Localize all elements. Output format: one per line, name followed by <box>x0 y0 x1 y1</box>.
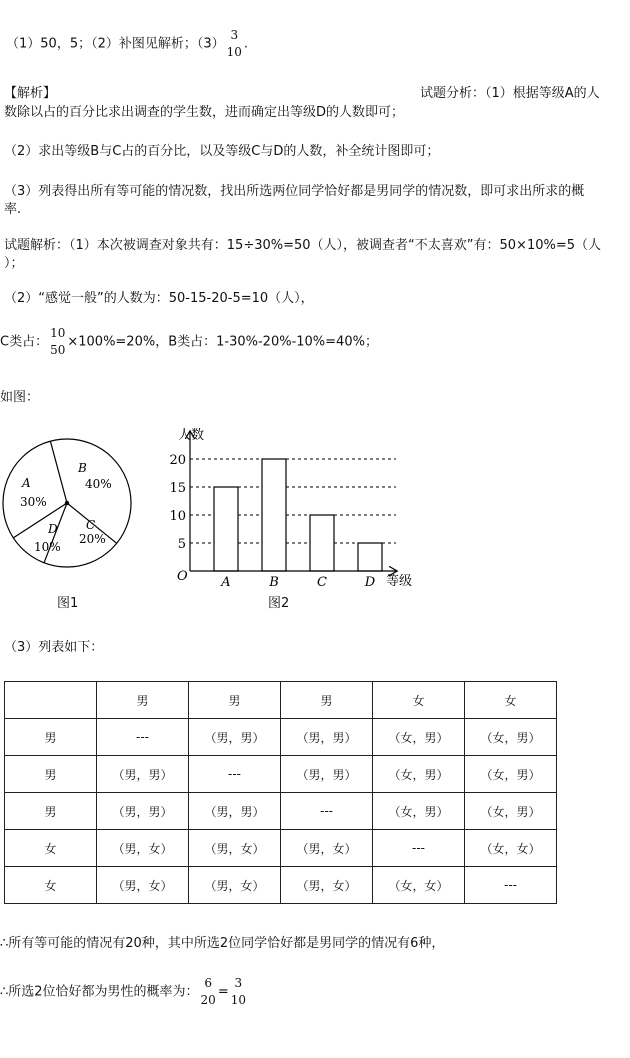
figure-intro: 如图： <box>0 390 40 405</box>
fraction-numerator: 3 <box>234 976 243 990</box>
table-row <box>5 867 557 904</box>
pie-value-d: 10% <box>34 540 61 554</box>
table-row <box>5 719 557 756</box>
table-cell: （女，女） <box>373 867 465 904</box>
table-cell: （男，男） <box>97 756 189 793</box>
x-tick-label: B <box>269 575 279 590</box>
y-tick-label: 5 <box>177 537 186 552</box>
pie-divider-line <box>50 441 67 503</box>
solution-c-line <box>0 325 378 359</box>
table-cell: （男，女） <box>189 830 281 867</box>
solution-line2: （2）“感觉一般”的人数为：50-15-20-5=10（人）， <box>4 291 314 306</box>
fraction-numerator: 6 <box>204 976 212 990</box>
y-axis-label: 人数 <box>178 428 205 443</box>
table-cell: （男，男） <box>189 793 281 830</box>
x-axis-label: 等级 <box>386 574 413 589</box>
analysis-intro: 试题分析：（1）根据等级A的人 <box>420 86 600 101</box>
table-cell: （女，男） <box>373 793 465 830</box>
bar-chart <box>160 420 430 595</box>
solution-line1a: 试题解析：（1）本次被调查对象共有：15÷30%=50（人），被调查者“不太喜欢”有：50×10%=5（人 <box>4 238 601 253</box>
bar <box>262 459 286 571</box>
fraction-denominator: 20 <box>200 993 216 1007</box>
pie-value-a: 30% <box>20 495 47 509</box>
pie-label-d: D <box>48 522 58 536</box>
table-cell: （女，男） <box>465 719 557 756</box>
table-header-cell: 女 <box>373 682 465 719</box>
table-header-cell <box>5 682 97 719</box>
probability-fraction <box>201 975 216 1009</box>
answer-text: （1）50，5；（2）补图见解析；（3） <box>6 36 225 52</box>
fraction-denominator: 10 <box>226 45 242 59</box>
table-cell: （男，男） <box>97 793 189 830</box>
table-cell: （男，女） <box>97 830 189 867</box>
row-header: 女 <box>5 830 97 867</box>
table-row <box>5 756 557 793</box>
row-header: 男 <box>5 719 97 756</box>
table-header-row <box>5 682 557 719</box>
origin-label: O <box>177 569 188 584</box>
analysis-line3a: （3）列表得出所有等可能的情况数，找出所选两位同学恰好都是男同学的情况数，即可求出所求的概 <box>4 184 585 199</box>
bar <box>214 487 238 571</box>
solution-line1b: ）； <box>4 256 24 271</box>
table-cell: （女，女） <box>465 830 557 867</box>
y-tick-label: 20 <box>169 453 186 468</box>
analysis-line2: （2）求出等级B与C占的百分比，以及等级C与D的人数，补全统计图即可； <box>4 144 440 159</box>
x-tick-label: A <box>221 575 231 590</box>
table-cell: （女，男） <box>373 719 465 756</box>
table-header-cell: 女 <box>465 682 557 719</box>
table-cell: --- <box>281 793 373 830</box>
table-cell: （男，女） <box>97 867 189 904</box>
table-cell: （男，女） <box>281 867 373 904</box>
fraction-denominator: 50 <box>50 343 66 357</box>
conclusion-line1: ∴所有等可能的情况有20种，其中所选2位同学恰好都是男同学的情况有6种， <box>0 936 445 951</box>
y-tick-label: 15 <box>169 481 186 496</box>
fraction-numerator: 3 <box>230 28 239 42</box>
c-rest: ×100%=20%，B类占：1-30%-20%-10%=40%； <box>67 334 378 350</box>
pie-label-a: A <box>22 476 31 490</box>
bar <box>358 543 382 571</box>
pie-value-c: 20% <box>79 532 106 546</box>
table-cell: --- <box>189 756 281 793</box>
table-cell: （女，男） <box>465 756 557 793</box>
result-fraction <box>231 975 246 1009</box>
equals-sign: = <box>217 984 229 1000</box>
table-cell: （男，男） <box>281 756 373 793</box>
table-row <box>5 830 557 867</box>
table-cell: （男，女） <box>281 830 373 867</box>
table-cell: （男，男） <box>189 719 281 756</box>
row-header: 男 <box>5 793 97 830</box>
x-tick-label: C <box>317 575 327 590</box>
table-cell: --- <box>373 830 465 867</box>
table-cell: （男，男） <box>281 719 373 756</box>
pie-label-b: B <box>78 461 87 475</box>
pie-caption: 图1 <box>57 596 79 611</box>
table-cell: （女，男） <box>373 756 465 793</box>
x-tick-label: D <box>364 575 376 590</box>
table-header-cell: 男 <box>281 682 373 719</box>
row-header: 男 <box>5 756 97 793</box>
fraction-denominator: 10 <box>230 993 247 1007</box>
table-cell: （男，女） <box>189 867 281 904</box>
outcome-table <box>4 681 557 904</box>
answer-fraction <box>227 27 242 61</box>
table-cell: --- <box>465 867 557 904</box>
analysis-line1b: 数除以占的百分比求出调查的学生数，进而确定出等级D的人数即可； <box>4 105 405 120</box>
answer-line <box>6 27 248 61</box>
table-cell: （女，男） <box>465 793 557 830</box>
c-fraction <box>50 325 65 359</box>
pie-chart <box>0 425 145 585</box>
table-cell: --- <box>97 719 189 756</box>
table-header-cell: 男 <box>189 682 281 719</box>
conclusion-text: ∴所选2位恰好都为男性的概率为： <box>0 984 199 1000</box>
pie-label-c: C <box>86 518 96 532</box>
pie-center <box>65 501 69 505</box>
c-prefix: C类占： <box>0 334 49 350</box>
table-row <box>5 793 557 830</box>
y-tick-label: 10 <box>169 509 186 524</box>
analysis-tag: 【解析】 <box>4 86 57 101</box>
row-header: 女 <box>5 867 97 904</box>
conclusion-line2 <box>0 975 248 1009</box>
pie-value-b: 40% <box>85 477 112 491</box>
analysis-line3b: 率. <box>4 202 22 217</box>
answer-end: . <box>243 36 249 52</box>
bar <box>310 515 334 571</box>
bar-caption: 图2 <box>268 596 290 611</box>
table-intro: （3）列表如下： <box>4 640 104 655</box>
table-header-cell: 男 <box>97 682 189 719</box>
fraction-numerator: 10 <box>50 326 66 340</box>
